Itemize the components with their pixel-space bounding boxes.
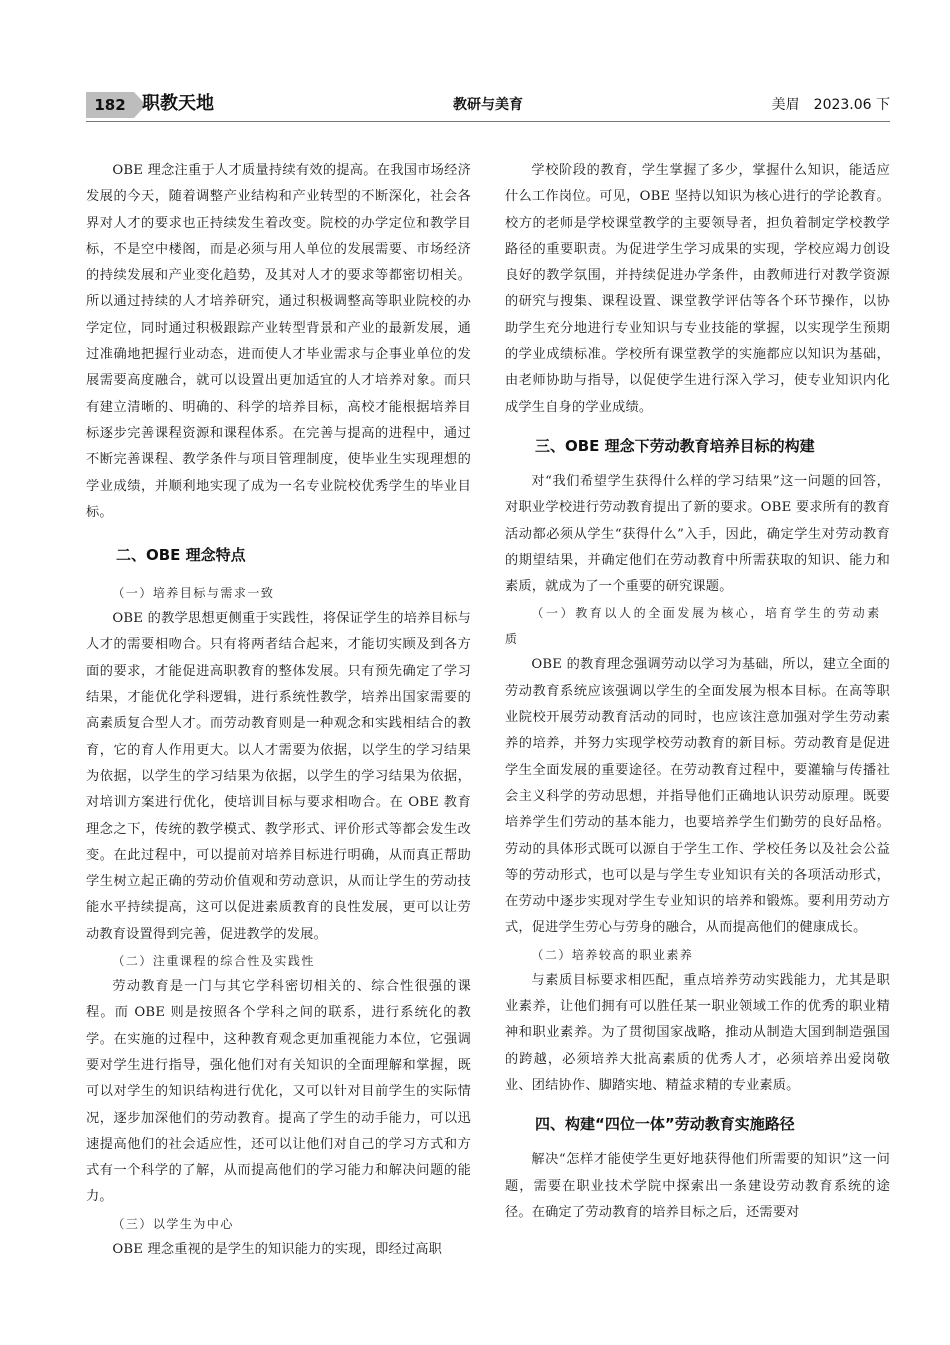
journal-title: 职教天地 <box>142 93 214 114</box>
page-number: 182 <box>94 96 126 114</box>
paragraph: OBE 理念注重于人才质量持续有效的提高。在我国市场经济发展的今天，随着调整产业结构和产业转型的不断深化，社会各界对人才的要求也正持续发生着改变。院校的办学定位和教学目标，不是空中楼阁，而是必须与用人单位的发展需要、市场经济的持续发展和产业变化趋势，及其对人才的要求等都密切相关。所以通过持续的人才培养研究，通过积极调整高等职业院校的办学定位，同时通过积极跟踪产业转型背景和产业的最新发展，通过准确地把握行业动态，进而使人才毕业需求与企事业单位的发展需要高度融合，就可以设置出更加适宜的人才培养对象。而只有建立清晰的、明确的、科学的培养目标，高校才能根据培养目标逐步完善课程资源和课程体系。在完善与提高的进程中，通过不断完善课程、教学条件与项目管理制度，使毕业生实现理想的学业成绩，并顺利地实现了成为一名专业院校优秀学生的毕业目标。 <box>86 163 471 520</box>
subsection-heading: （二）培养较高的职业素养 <box>531 947 694 962</box>
column-title: 教研与美育 <box>453 97 523 113</box>
subsection-heading: （一）培养目标与需求一致 <box>112 586 275 601</box>
paragraph: 学校阶段的教育，学生掌握了多少，掌握什么知识，能适应什么工作岗位。可见，OBE 坚持以知识为核心进行的学论教育。校方的老师是学校课堂教学的主要领导者，担负着制定学校教学路径的重要职责。为促进学生学习成果的实现，学校应竭力创设良好的教学氛围，并持续促进办学条件，由教师进行对教学资源的研究与搜集、课程设置、课堂教学评估等各个环节操作，以协助学生充分地进行专业知识与专业技能的掌握，以实现学生预期的学业成绩标准。学校所有课堂教学的实施都应以知识为基础，由老师协助与指导，以促使学生进行深入学习，使专业知识内化成学生自身的学业成绩。 <box>505 163 890 415</box>
paragraph: 解决“怎样才能使学生更好地获得他们所需要的知识”这一问题，需要在职业技术学院中探索出一条建设劳动教育系统的途径。在确定了劳动教育的培养目标之后，还需要对 <box>505 1152 890 1220</box>
subsection-heading: （三）以学生为中心 <box>112 1216 234 1231</box>
paragraph: OBE 的教育理念强调劳动以学习为基础，所以，建立全面的劳动教育系统应该强调以学生的全面发展为根本目标。在高等职业院校开展劳动教育活动的同时，也应该注意加强对学生劳动素养的培养，并努力实现学校劳动教育的新目标。劳动教育是促进学生全面发展的重要途径。在劳动教育过程中，要灌输与传播社会主义科学的劳动思想，并指导他们正确地认识劳动原理。既要培养学生们劳动的基本能力，也要培养学生们勤劳的良好品格。劳动的具体形式既可以源自于学生工作、学校任务以及社会公益等的劳动形式，也可以是与学生专业知识有关的各项活动形式，在劳动中逐步实现对学生专业知识的培养和锻炼。要利用劳动方式，促进学生劳心与劳身的融合，从而提高他们的健康成长。 <box>505 657 890 936</box>
paragraph: OBE 的教学思想更侧重于实践性，将保证学生的培养目标与人才的需要相吻合。只有将两者结合起来，才能切实顾及到各方面的要求，才能促进高职教育的整体发展。只有预先确定了学习结果，才能优化学科逻辑，进行系统性教学，培养出国家需要的高素质复合型人才。而劳动教育则是一种观念和实践相结合的教育，它的育人作用更大。以人才需要为依据，以学生的学习结果为依据，以学生的学习结果为依据，以学生的学习结果为依据，对培训方案进行优化，使培训目标与要求相吻合。在 OBE 教育理念之下，传统的教学模式、教学形式、评价形式等都会发生改变。在此过程中，可以提前对培养目标进行明确，从而真正帮助学生树立起正确的劳动价值观和劳动意识，从而让学生的劳动技能水平持续提高，这可以促进素质教育的良性发展，更可以让劳动教育设置得到完善，促进教学的发展。 <box>86 611 471 942</box>
header-rule <box>86 121 890 122</box>
section-heading: 四、构建“四位一体”劳动教育实施路径 <box>535 1115 795 1134</box>
subsection-heading: （一）教育以人的全面发展为核心，培育学生的劳动素质 <box>505 606 882 647</box>
section-heading: 三、OBE 理念下劳动教育培养目标的构建 <box>535 436 815 455</box>
page-header <box>86 92 890 118</box>
paragraph: 劳动教育是一门与其它学科密切相关的、综合性很强的课程。而 OBE 则是按照各个学科之间的联系，进行系统化的教学。在实施的过程中，这种教育观念更加重视能力本位，它强调要对学生进行指导，强化他们对有关知识的全面理解和掌握，既可以对学生的知识结构进行优化，又可以针对目前学生的实际情况，逐步加深他们的劳动教育。提高了学生的动手能力，可以迅速提高他们的社会适应性，还可以让他们对自己的学习方式和方式有一个科学的了解，从而提高他们的学习能力和解决问题的能力。 <box>86 979 471 1205</box>
paragraph: 对“我们希望学生获得什么样的学习结果”这一问题的回答，对职业学校进行劳动教育提出了新的要求。OBE 要求所有的教育活动都必须从学生“获得什么”入手，因此，确定学生对劳动教育的期望结果，并确定他们在劳动教育中所需获取的知识、能力和素质，就成为了一个重要的研究课题。 <box>505 473 890 595</box>
left-column <box>86 158 471 1263</box>
paragraph: 与素质目标要求相匹配，重点培养劳动实践能力，尤其是职业素养，让他们拥有可以胜任某一职业领域工作的优秀的职业精神和职业素养。为了贯彻国家战略，推动从制造大国到制造强国的跨越，必须培养大批高素质的优秀人才，必须培养出爱岗敬业、团结协作、脚踏实地、精益求精的专业素质。 <box>505 972 890 1093</box>
issue-label: 美眉 2023.06 下 <box>771 97 890 113</box>
subsection-heading: （二）注重课程的综合性及实践性 <box>112 954 315 969</box>
paragraph: OBE 理念重视的是学生的知识能力的实现，即经过高职 <box>112 1241 443 1257</box>
section-heading: 二、OBE 理念特点 <box>116 546 246 565</box>
right-column <box>505 158 890 1226</box>
